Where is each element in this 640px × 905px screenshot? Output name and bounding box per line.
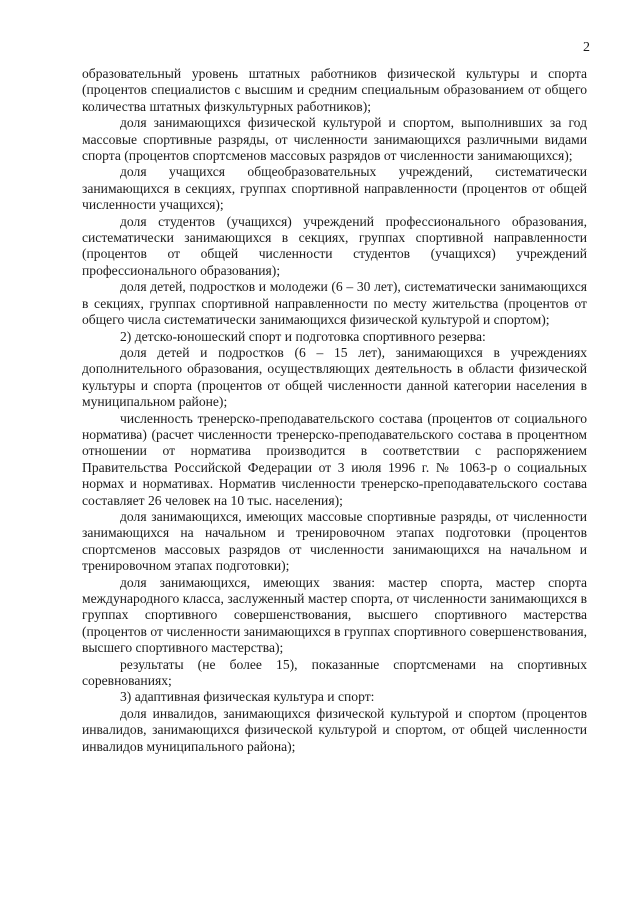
paragraph-mass-ranks: доля занимающихся, имеющих массовые спортивные разряды, от численности занимающихся на начальном и тренировочном этапах подготовки (процентов спортсменов массовых разрядов от численности занимающихся на начальном и тренировочном этапах подготовки); xyxy=(82,508,587,574)
paragraph-education-level: образовательный уровень штатных работников физической культуры и спорта (процентов специалистов с высшим и средним специальным образованием от общего количества штатных физкультурных работников); xyxy=(82,66,587,114)
paragraph-youth-residence: доля детей, подростков и молодежи (6 – 30 лет), систематически занимающихся в секциях, группах спортивной направленности по месту жительства (процентов от общего числа систематически занимающихся физической культурой и спортом); xyxy=(82,279,587,328)
document-body xyxy=(82,66,587,755)
paragraph-sport-ranks: доля занимающихся физической культурой и спортом, выполнивших за год массовые спортивные разряды, от численности занимающихся различными видами спорта (процентов спортсменов массовых разрядов от численности занимающихся); xyxy=(82,115,587,164)
paragraph-disabled-persons: доля инвалидов, занимающихся физической культурой и спортом (процентов инвалидов, занимающихся физической культурой и спортом, от общей численности инвалидов муниципального района); xyxy=(82,705,587,754)
paragraph-competition-results: результаты (не более 15), показанные спортсменами на спортивных соревнованиях; xyxy=(82,656,587,689)
paragraph-vocational-students: доля студентов (учащихся) учреждений профессионального образования, систематически занимающихся в секциях, группах спортивной направленности (процентов от общей численности студентов (учащихся) учреждений профессионального образования); xyxy=(82,213,587,278)
paragraph-coaching-staff: численность тренерско-преподавательского состава (процентов от социального норматива) (расчет численности тренерско-преподавательского состава в процентном отношении от норматива производится в соответствии с распоряжением Правительства Российской Федерации от 3 июля 1996 г. № 1063-р о социальных нормах и нормативах. Норматив численности тренерско-преподавательского состава составляет 26 человек на 10 тыс. населения); xyxy=(82,410,587,508)
section-heading-youth-sport: 2) детско-юношеский спорт и подготовка спортивного резерва: xyxy=(120,328,486,344)
paragraph-children-additional-education: доля детей и подростков (6 – 15 лет), занимающихся в учреждениях дополнительного образования, осуществляющих деятельность в области физической культуры и спорта (процентов от общей численности данной категории населения в муниципальном районе); xyxy=(82,344,587,410)
paragraph-school-students: доля учащихся общеобразовательных учреждений, систематически занимающихся в секциях, группах спортивной направленности (процентов от общей численности учащихся); xyxy=(82,164,587,213)
section-heading-adaptive-sport: 3) адаптивная физическая культура и спорт: xyxy=(120,689,375,705)
page-number: 2 xyxy=(583,40,590,55)
paragraph-master-titles: доля занимающихся, имеющих звания: мастер спорта, мастер спорта международного класса, заслуженный мастер спорта, от численности занимающихся в группах спортивного совершенствования, высшего спортивного мастерства (процентов от численности занимающихся в группах спортивного совершенствования, высшего спортивного мастерства); xyxy=(82,574,587,656)
